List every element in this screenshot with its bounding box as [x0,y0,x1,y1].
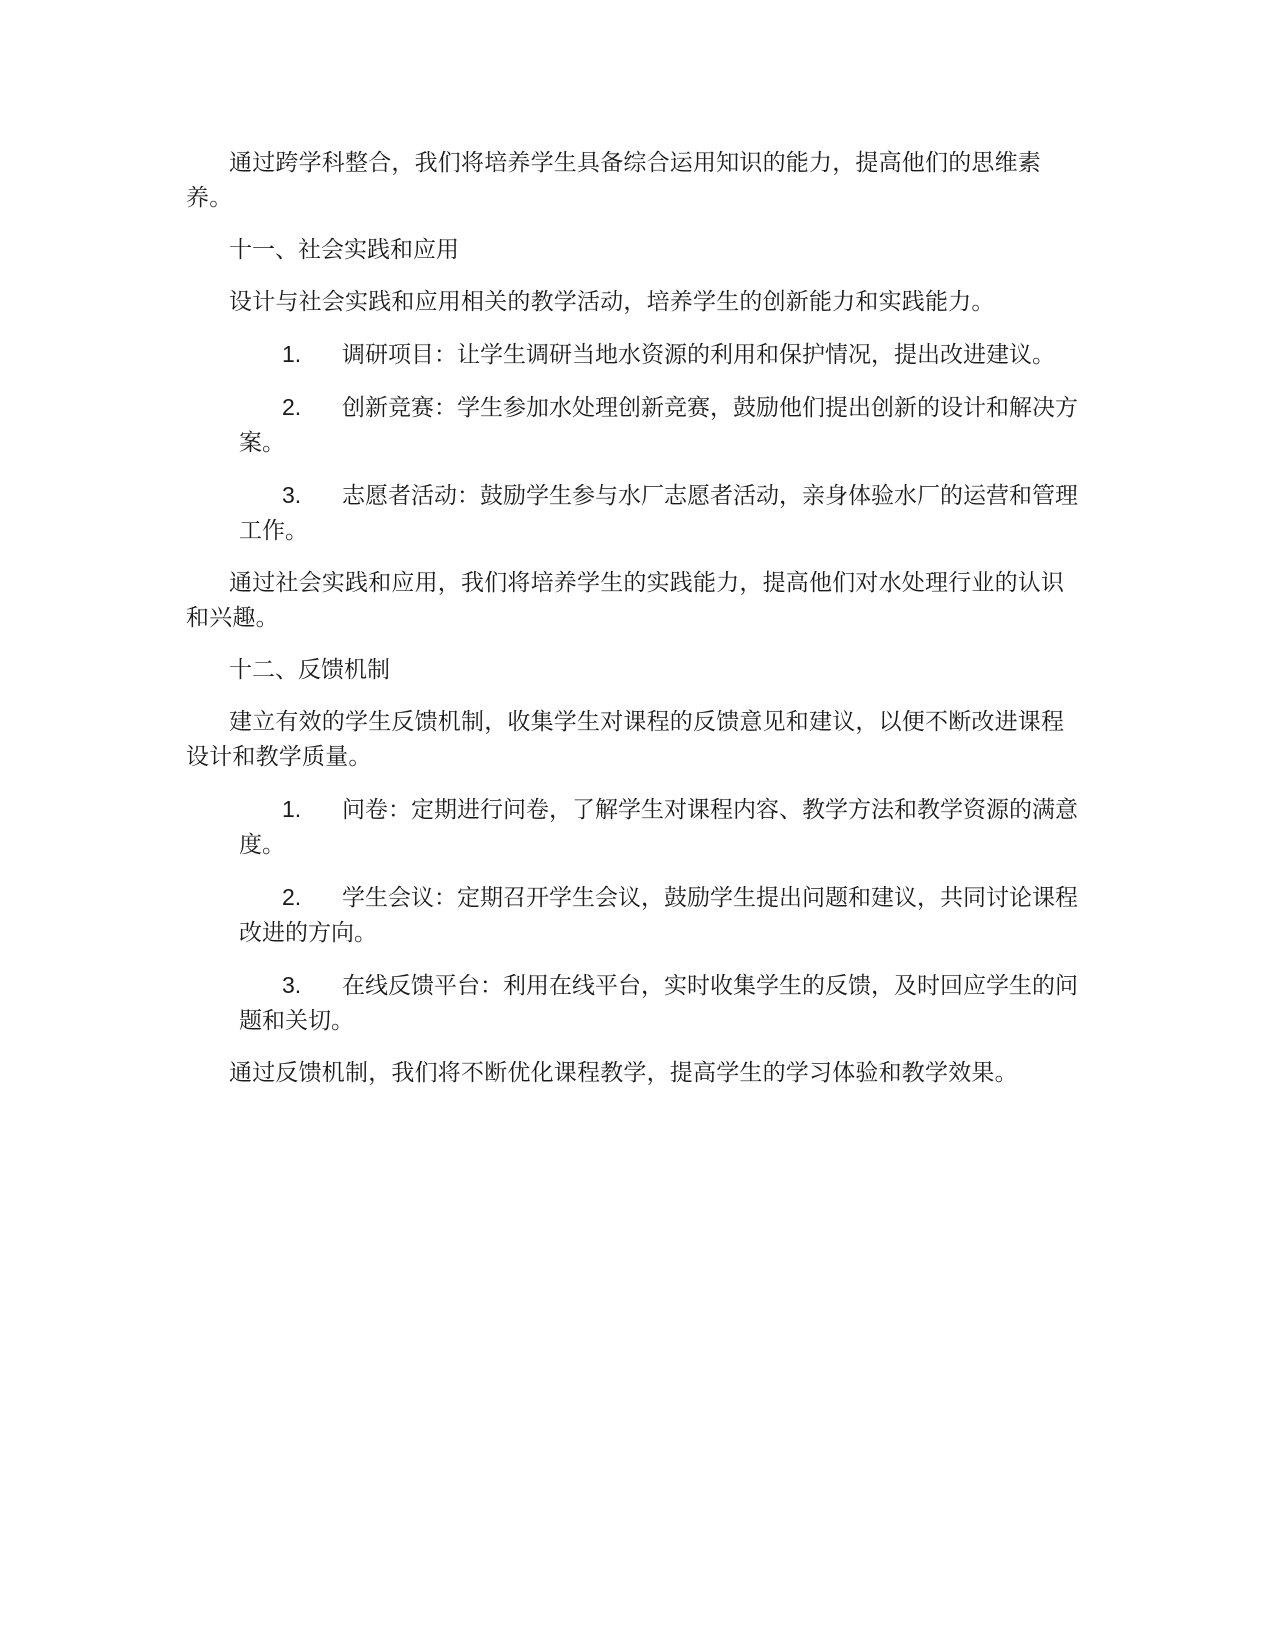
list-item-number: 3. [282,482,302,508]
list-item-number: 2. [282,884,302,910]
list-item-number: 3. [282,972,302,998]
list-item-text: 学生会议：定期召开学生会议，鼓励学生提出问题和建议，共同讨论课程改进的方向。 [239,885,1078,946]
list-item [186,390,1080,461]
document-body [186,146,1080,1108]
list-item-text: 在线反馈平台：利用在线平台，实时收集学生的反馈，及时回应学生的问题和关切。 [239,973,1078,1034]
section-12-list [186,792,1080,1039]
list-item [186,478,1080,549]
list-item-number: 2. [282,394,302,420]
list-item-number: 1. [282,796,302,822]
list-item [186,880,1080,951]
list-item-text: 创新竞赛：学生参加水处理创新竞赛，鼓励他们提出创新的设计和解决方案。 [239,395,1078,456]
list-item-number: 1. [282,341,302,367]
section-11-list [186,337,1080,549]
section-12-conclusion: 通过反馈机制，我们将不断优化课程教学，提高学生的学习体验和教学效果。 [229,1060,1018,1086]
section-12-description: 建立有效的学生反馈机制，收集学生对课程的反馈意见和建议，以便不断改进课程设计和教学质量。 [186,709,1065,770]
list-item-text: 调研项目：让学生调研当地水资源的利用和保护情况，提出改进建议。 [342,342,1055,368]
list-item-text: 志愿者活动：鼓励学生参与水厂志愿者活动，亲身体验水厂的运营和管理工作。 [239,483,1078,544]
section-11-conclusion: 通过社会实践和应用，我们将培养学生的实践能力，提高他们对水处理行业的认识和兴趣。 [186,570,1065,631]
list-item [186,792,1080,863]
list-item [186,337,1080,373]
section-12-heading: 十二、反馈机制 [229,657,390,683]
intro-paragraph: 通过跨学科整合，我们将培养学生具备综合运用知识的能力，提高他们的思维素养。 [186,150,1041,211]
list-item [186,968,1080,1039]
list-item-text: 问卷：定期进行问卷，了解学生对课程内容、教学方法和教学资源的满意度。 [239,797,1078,858]
section-11-description: 设计与社会实践和应用相关的教学活动，培养学生的创新能力和实践能力。 [229,289,995,315]
section-11-heading: 十一、社会实践和应用 [229,237,459,263]
